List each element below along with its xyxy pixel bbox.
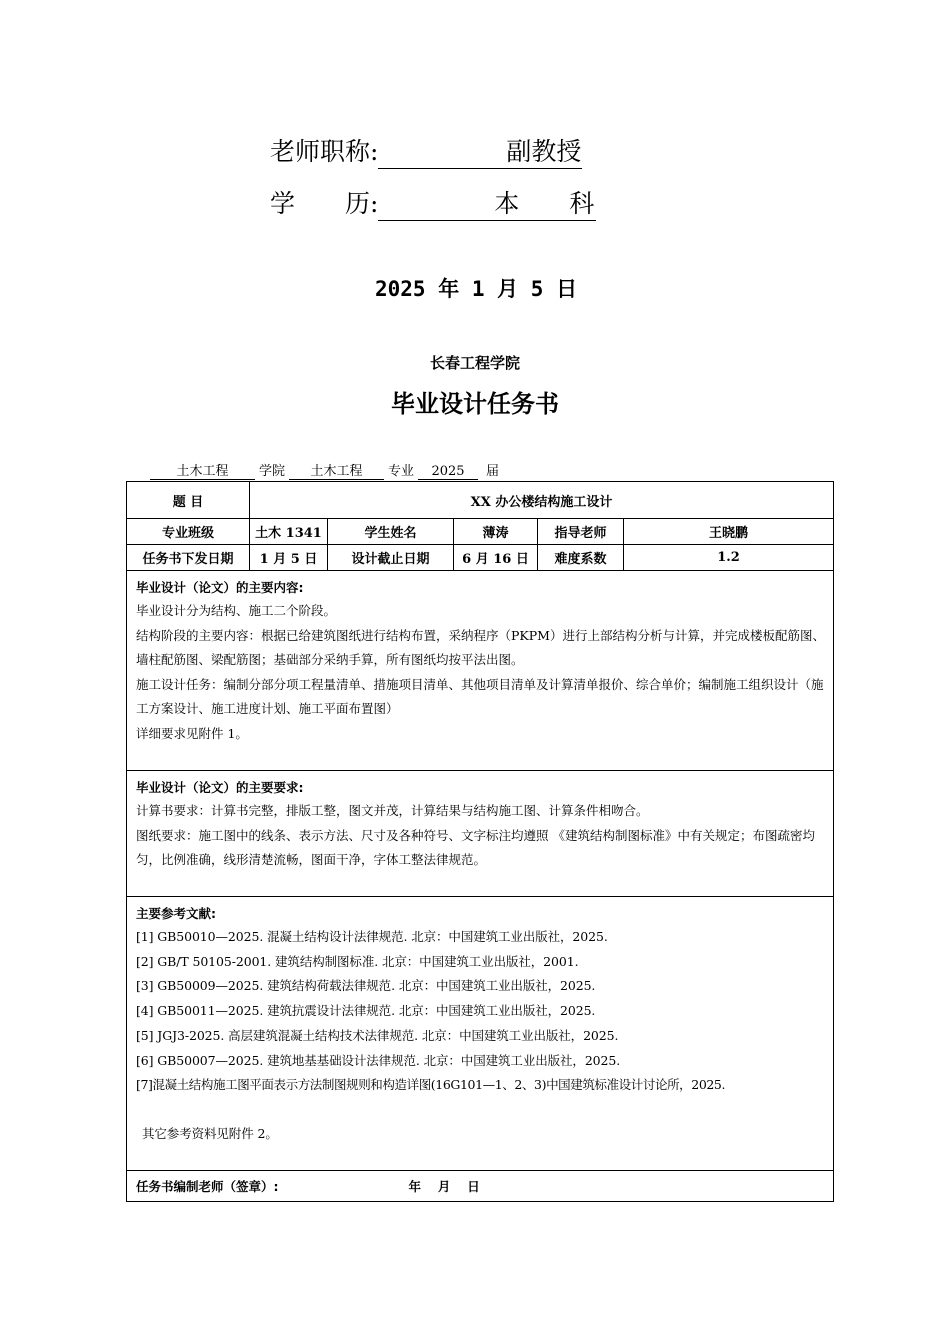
teacher-title-label: 老师职称: — [270, 137, 379, 166]
difficulty-label: 难度系数 — [538, 545, 624, 571]
signature-cell — [127, 1171, 834, 1202]
school-value: 土木工程 — [150, 460, 255, 480]
student-value: 薄涛 — [454, 519, 538, 545]
reference-item: [6] GB50007—2025. 建筑地基基础设计法律规范. 北京：中国建筑工业出版社，2025. — [136, 1052, 621, 1068]
education-label: 学 历: — [270, 189, 379, 218]
references-row — [127, 897, 834, 1171]
references-cell — [127, 897, 834, 1171]
reference-item: [7]混凝土结构施工图平面表示方法制图规则和构造详图(16G101—1、2、3)中国建筑标准设计讨论所，2025. — [136, 1077, 726, 1093]
reference-item: [5] JGJ3-2025. 高层建筑混凝土结构技术法律规范. 北京：中国建筑工业出版社，2025. — [136, 1027, 619, 1043]
issue-date-value: 1 月 5 日 — [250, 545, 328, 571]
advisor-value: 王晓鹏 — [624, 519, 834, 545]
class-value: 土木 1341 — [250, 519, 328, 545]
content-row — [127, 571, 834, 771]
document-title: 毕业设计任务书 — [391, 390, 559, 418]
requirements-row — [127, 771, 834, 897]
reference-item: [4] GB50011—2025. 建筑抗震设计法律规范. 北京：中国建筑工业出版社，2025. — [136, 1003, 596, 1019]
date-row — [127, 545, 834, 571]
meta-line — [150, 460, 499, 480]
school-suffix: 学院 — [259, 464, 286, 479]
content-line: 施工设计任务：编制分部分项工程量清单、措施项目清单、其他项目清单及计算清单报价、综合单价；编制施工组织设计（施工方案设计、施工进度计划、施工平面布置图） — [136, 676, 824, 716]
content-heading: 毕业设计（论文）的主要内容: — [136, 580, 304, 595]
education-line — [270, 184, 596, 221]
student-label: 学生姓名 — [328, 519, 454, 545]
signature-label: 任务书编制老师（签章）: — [136, 1179, 279, 1194]
main-content-cell — [127, 571, 834, 771]
teacher-title-value: 副教授 — [378, 132, 582, 169]
content-line: 结构阶段的主要内容：根据已给建筑图纸进行结构布置，采纳程序（PKPM）进行上部结构分析与计算，并完成楼板配筋图、墙柱配筋图、梁配筋图；基础部分采纳手算，所有图纸均按平法出图。 — [136, 627, 825, 667]
requirement-line: 计算书要求：计算书完整，排版工整，图文并茂，计算结果与结构施工图、计算条件相吻合。 — [136, 803, 649, 818]
topic-label: 题 目 — [127, 482, 250, 519]
requirements-heading: 毕业设计（论文）的主要要求: — [136, 780, 304, 795]
references-heading: 主要参考文献: — [136, 906, 216, 921]
education-value: 本 科 — [378, 184, 596, 221]
other-references: 其它参考资料见附件 2。 — [142, 1125, 278, 1141]
content-line: 详细要求见附件 1。 — [136, 725, 248, 741]
requirements-cell — [127, 771, 834, 897]
issue-date-label: 任务书下发日期 — [127, 545, 250, 571]
deadline-label: 设计截止日期 — [328, 545, 454, 571]
task-form-table — [126, 481, 834, 1202]
teacher-title-line — [270, 132, 582, 169]
advisor-label: 指导老师 — [538, 519, 624, 545]
college-name: 长春工程学院 — [429, 354, 520, 372]
reference-item: [2] GB/T 50105-2001. 建筑结构制图标准. 北京：中国建筑工业出版社，2001. — [136, 953, 579, 969]
year-value: 2025 — [418, 464, 478, 480]
class-row — [127, 519, 834, 545]
reference-item: [1] GB50010—2025. 混凝土结构设计法律规范. 北京：中国建筑工业出版社，2025. — [136, 929, 608, 944]
topic-value: XX 办公楼结构施工设计 — [250, 482, 834, 519]
cover-date: 2025 年 1 月 5 日 — [375, 277, 578, 301]
topic-row — [127, 482, 834, 519]
deadline-value: 6 月 16 日 — [454, 545, 538, 571]
class-label: 专业班级 — [127, 519, 250, 545]
content-line: 毕业设计分为结构、施工二个阶段。 — [136, 603, 337, 618]
signature-date: 年 月 日 — [408, 1179, 480, 1194]
year-suffix: 届 — [486, 464, 500, 479]
major-suffix: 专业 — [388, 464, 415, 479]
difficulty-value: 1.2 — [624, 545, 834, 571]
reference-item: [3] GB50009—2025. 建筑结构荷载法律规范. 北京：中国建筑工业出版社，2025. — [136, 978, 596, 994]
major-value: 土木工程 — [289, 460, 384, 480]
requirement-line: 图纸要求：施工图中的线条、表示方法、尺寸及各种符号、文字标注均遵照 《建筑结构制图标准》中有关规定；布图疏密均匀，比例准确，线形清楚流畅，图面干净，字体工整法律规范。 — [136, 827, 815, 867]
signature-row — [127, 1171, 834, 1202]
